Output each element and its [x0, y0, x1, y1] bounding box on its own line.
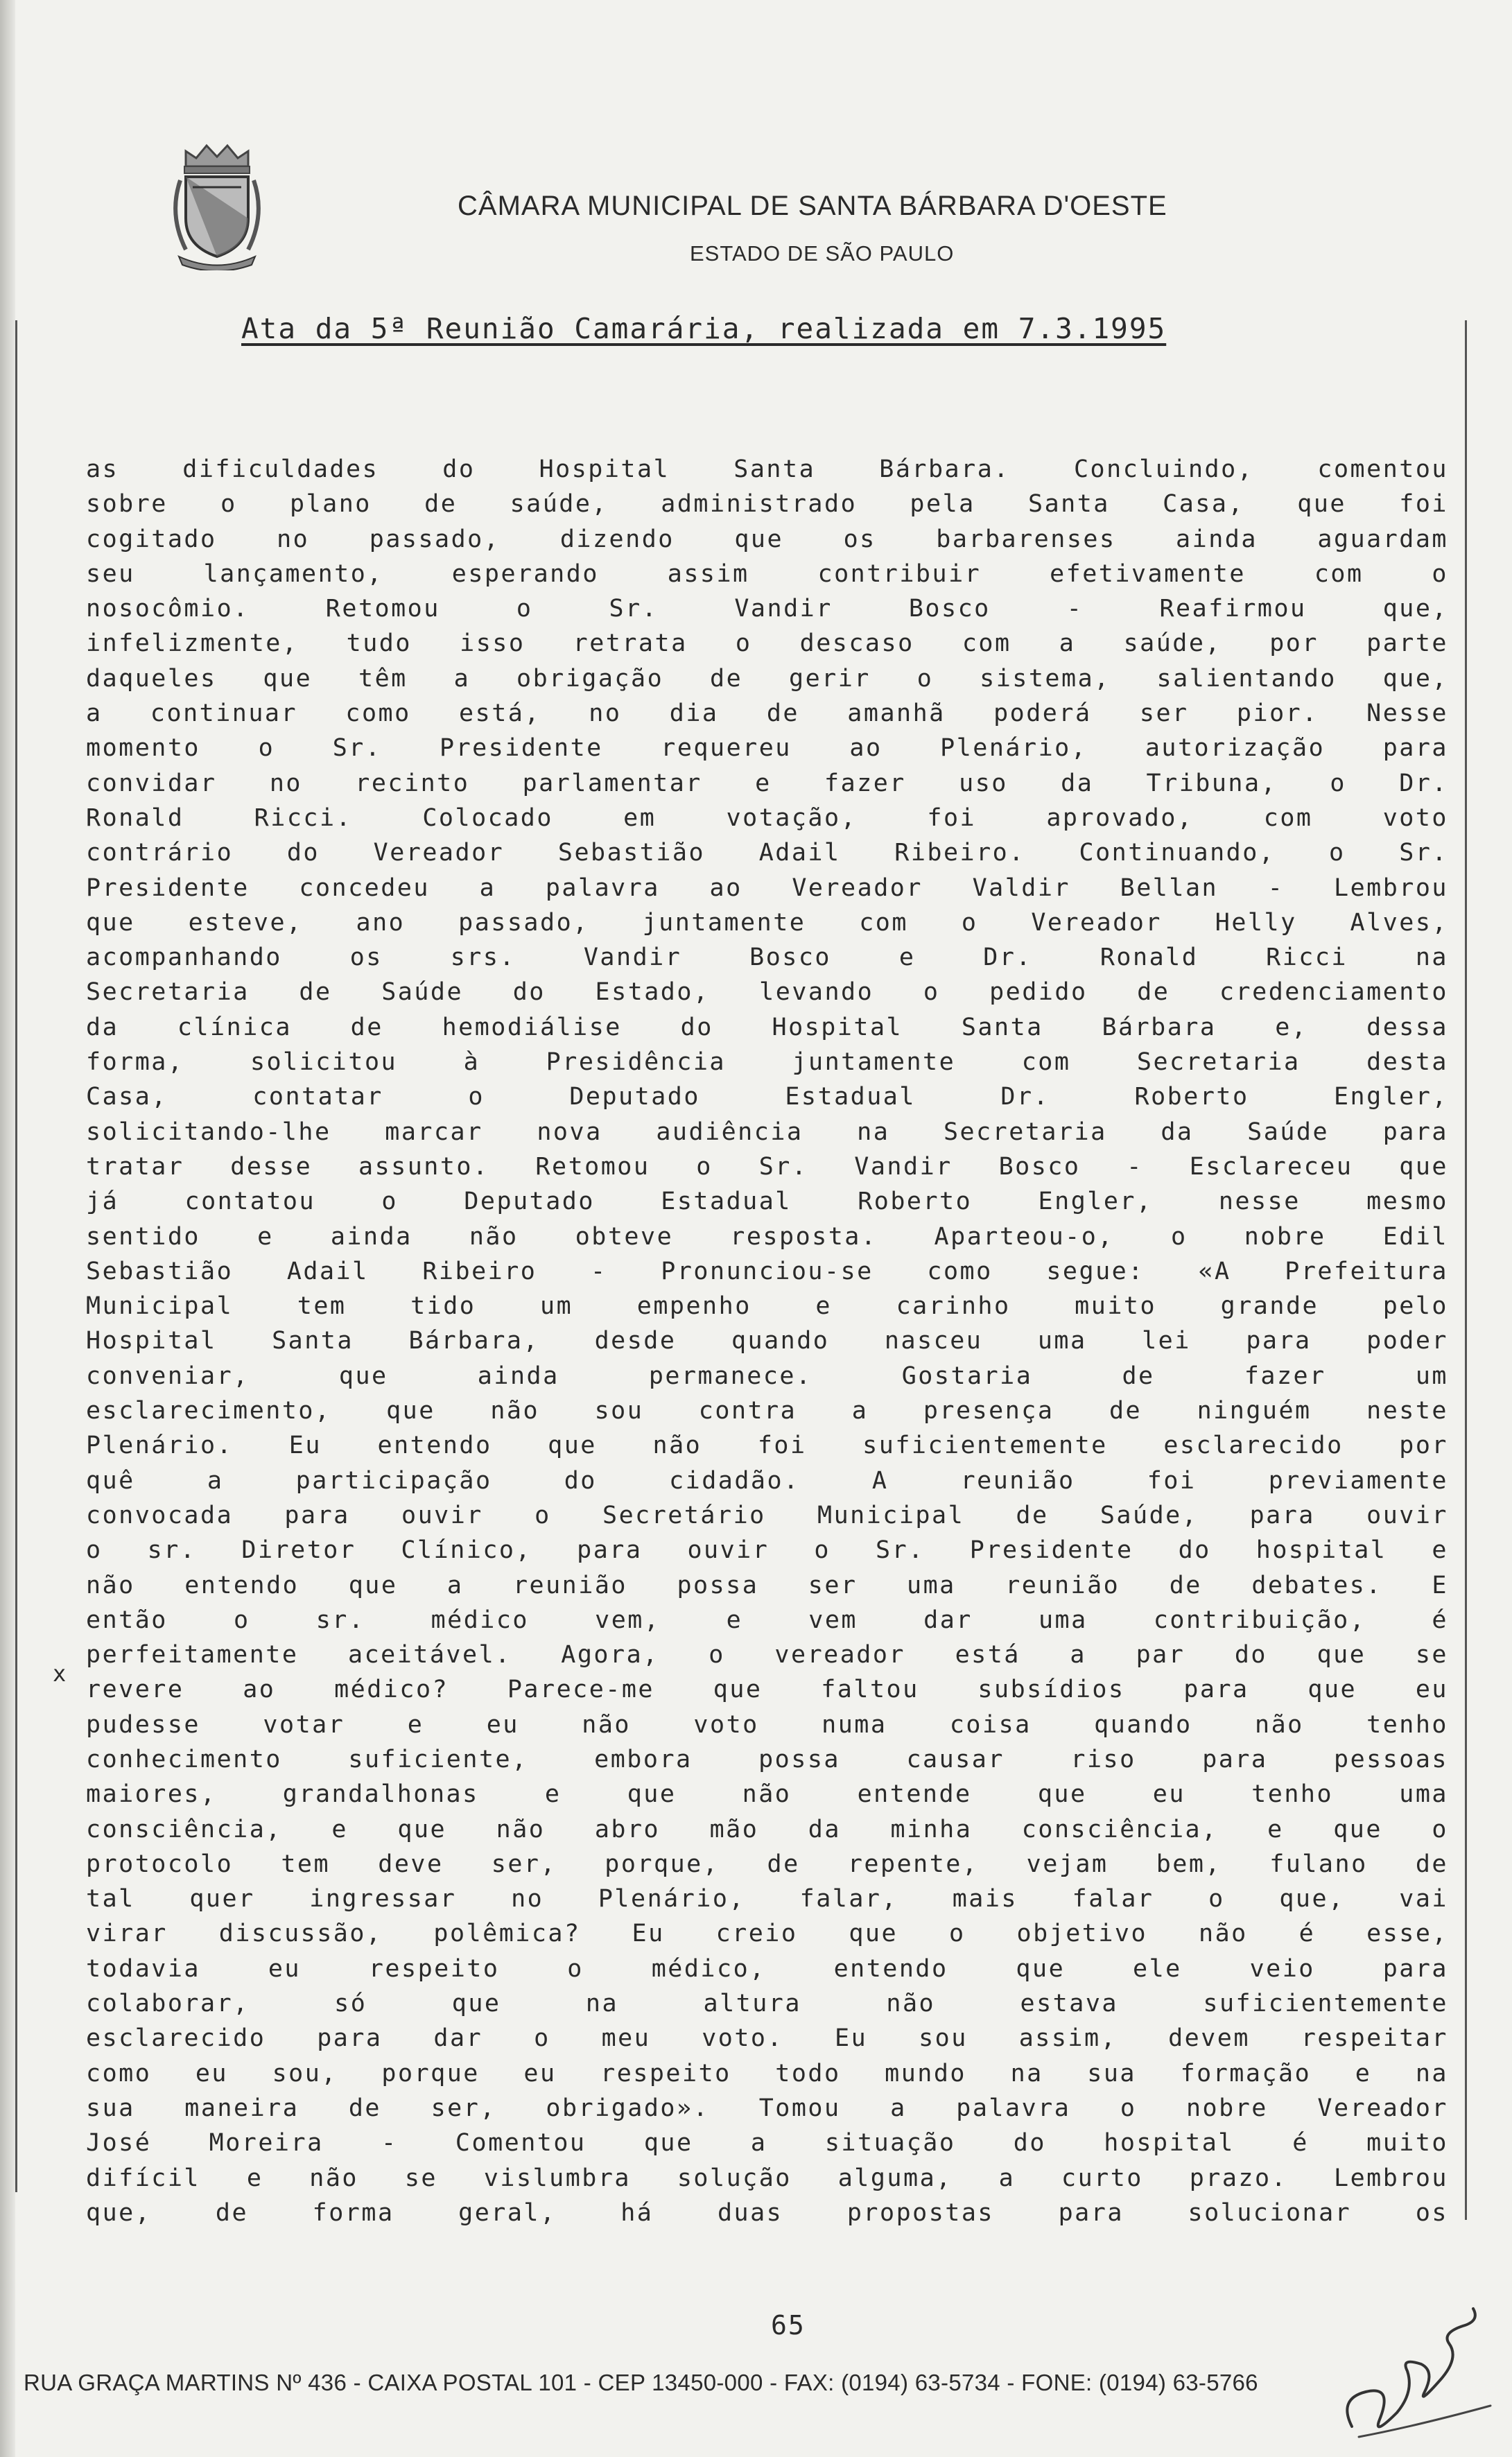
body-line: consciência, e que não abro mão da minha consciência, e que o	[86, 1815, 1448, 1843]
body-line: da clínica de hemodiálise do Hospital Santa Bárbara e, dessa	[86, 1013, 1448, 1041]
body-line: esclarecimento, que não sou contra a presença de ninguém neste	[86, 1397, 1448, 1425]
body-line: conveniar, que ainda permanece. Gostaria de fazer um	[86, 1362, 1448, 1390]
body-line: infelizmente, tudo isso retrata o descaso com a saúde, por parte	[86, 630, 1448, 658]
state-name: ESTADO DE SÃO PAULO	[690, 241, 955, 266]
minutes-body	[86, 452, 1448, 2230]
body-line: convocada para ouvir o Secretário Municipal de Saúde, para ouvir	[86, 1501, 1448, 1529]
body-line: colaborar, só que na altura não estava suficientemente	[86, 1990, 1448, 2018]
body-line: sentido e ainda não obteve resposta. Aparteou-o, o nobre Edil	[86, 1222, 1448, 1251]
body-line: o sr. Diretor Clínico, para ouvir o Sr. Presidente do hospital e	[86, 1536, 1448, 1565]
body-line: solicitando-lhe marcar nova audiência na Secretaria da Saúde para	[86, 1118, 1448, 1146]
body-line: José Moreira - Comentou que a situação do hospital é muito	[86, 2129, 1448, 2158]
body-line: todavia eu respeito o médico, entendo que ele veio para	[86, 1954, 1448, 1983]
body-line: pudesse votar e eu não voto numa coisa quando não tenho	[86, 1710, 1448, 1739]
footer-address: RUA GRAÇA MARTINS Nº 436 - CAIXA POSTAL 101 - CEP 13450-000 - FAX: (0194) 63-5734 - FONE: (0194) 63-5766	[24, 2370, 1258, 2395]
body-line: revere ao médico? Parece-me que faltou subsídios para que eu	[86, 1676, 1448, 1704]
body-line: virar discussão, polêmica? Eu creio que o objetivo não é esse,	[86, 1920, 1448, 1948]
body-line: Secretaria de Saúde do Estado, levando o pedido de credenciamento	[86, 978, 1448, 1007]
body-line: as dificuldades do Hospital Santa Bárbara. Concluindo, comentou	[86, 455, 1448, 483]
body-line: difícil e não se vislumbra solução alguma, a curto prazo. Lembrou	[86, 2164, 1448, 2192]
body-line: esclarecido para dar o meu voto. Eu sou assim, devem respeitar	[86, 2024, 1448, 2053]
body-line: Municipal tem tido um empenho e carinho muito grande pelo	[86, 1292, 1448, 1321]
body-line: Casa, contatar o Deputado Estadual Dr. Roberto Engler,	[86, 1083, 1448, 1111]
body-line: sua maneira de ser, obrigado». Tomou a palavra o nobre Vereador	[86, 2094, 1448, 2122]
body-line: tratar desse assunto. Retomou o Sr. Vandir Bosco - Esclareceu que	[86, 1152, 1448, 1181]
body-line: como eu sou, porque eu respeito todo mundo na sua formação e na	[86, 2059, 1448, 2087]
body-line: que esteve, ano passado, juntamente com o Vereador Helly Alves,	[86, 908, 1448, 937]
body-line: maiores, grandalhonas e que não entende que eu tenho uma	[86, 1780, 1448, 1809]
signature-icon	[1331, 2288, 1497, 2447]
body-line: Sebastião Adail Ribeiro - Pronunciou-se como segue: «A Prefeitura	[86, 1257, 1448, 1285]
margin-mark: x	[53, 1660, 67, 1687]
body-line: perfeitamente aceitável. Agora, o vereador está a par do que se	[86, 1641, 1448, 1669]
body-line: Plenário. Eu entendo que não foi suficientemente esclarecido por	[86, 1432, 1448, 1460]
body-line: seu lançamento, esperando assim contribuir efetivamente com o	[86, 559, 1448, 588]
body-line: conhecimento suficiente, embora possa causar riso para pessoas	[86, 1745, 1448, 1773]
minute-title: Ata da 5ª Reunião Camarária, realizada em 7.3.1995	[241, 312, 1167, 345]
body-line: tal quer ingressar no Plenário, falar, mais falar o que, vai	[86, 1885, 1448, 1913]
body-line: que, de forma geral, há duas propostas para solucionar os	[86, 2198, 1448, 2227]
body-line: então o sr. médico vem, e vem dar uma contribuição, é	[86, 1606, 1448, 1634]
body-line: nosocômio. Retomou o Sr. Vandir Bosco - Reafirmou que,	[86, 595, 1448, 623]
body-line: forma, solicitou à Presidência juntamente com Secretaria desta	[86, 1048, 1448, 1077]
coat-of-arms-icon	[165, 139, 269, 270]
body-line: a continuar como está, no dia de amanhã poderá ser pior. Nesse	[86, 700, 1448, 728]
body-line: convidar no recinto parlamentar e fazer uso da Tribuna, o Dr.	[86, 769, 1448, 797]
body-line: já contatou o Deputado Estadual Roberto Engler, nesse mesmo	[86, 1188, 1448, 1216]
body-line: sobre o plano de saúde, administrado pela Santa Casa, que foi	[86, 490, 1448, 519]
body-line: protocolo tem deve ser, porque, de repente, vejam bem, fulano de	[86, 1850, 1448, 1878]
left-margin-line	[15, 320, 17, 2192]
institution-name: CÂMARA MUNICIPAL DE SANTA BÁRBARA D'OESTE	[458, 191, 1167, 221]
right-margin-line	[1465, 320, 1467, 2220]
body-line: acompanhando os srs. Vandir Bosco e Dr. Ronald Ricci na	[86, 944, 1448, 972]
page-number: 65	[771, 2310, 806, 2341]
body-line: daqueles que têm a obrigação de gerir o sistema, salientando que,	[86, 664, 1448, 693]
body-line: não entendo que a reunião possa ser uma reunião de debates. E	[86, 1571, 1448, 1599]
body-line: contrário do Vereador Sebastião Adail Ribeiro. Continuando, o Sr.	[86, 839, 1448, 867]
body-line: cogitado no passado, dizendo que os barbarenses ainda aguardam	[86, 525, 1448, 553]
body-line: quê a participação do cidadão. A reunião foi previamente	[86, 1466, 1448, 1495]
body-line: Presidente concedeu a palavra ao Vereador Valdir Bellan - Lembrou	[86, 874, 1448, 902]
page-edge-shadow	[0, 0, 15, 2457]
body-line: momento o Sr. Presidente requereu ao Plenário, autorização para	[86, 734, 1448, 763]
body-line: Ronald Ricci. Colocado em votação, foi aprovado, com voto	[86, 804, 1448, 832]
body-line: Hospital Santa Bárbara, desde quando nasceu uma lei para poder	[86, 1327, 1448, 1355]
